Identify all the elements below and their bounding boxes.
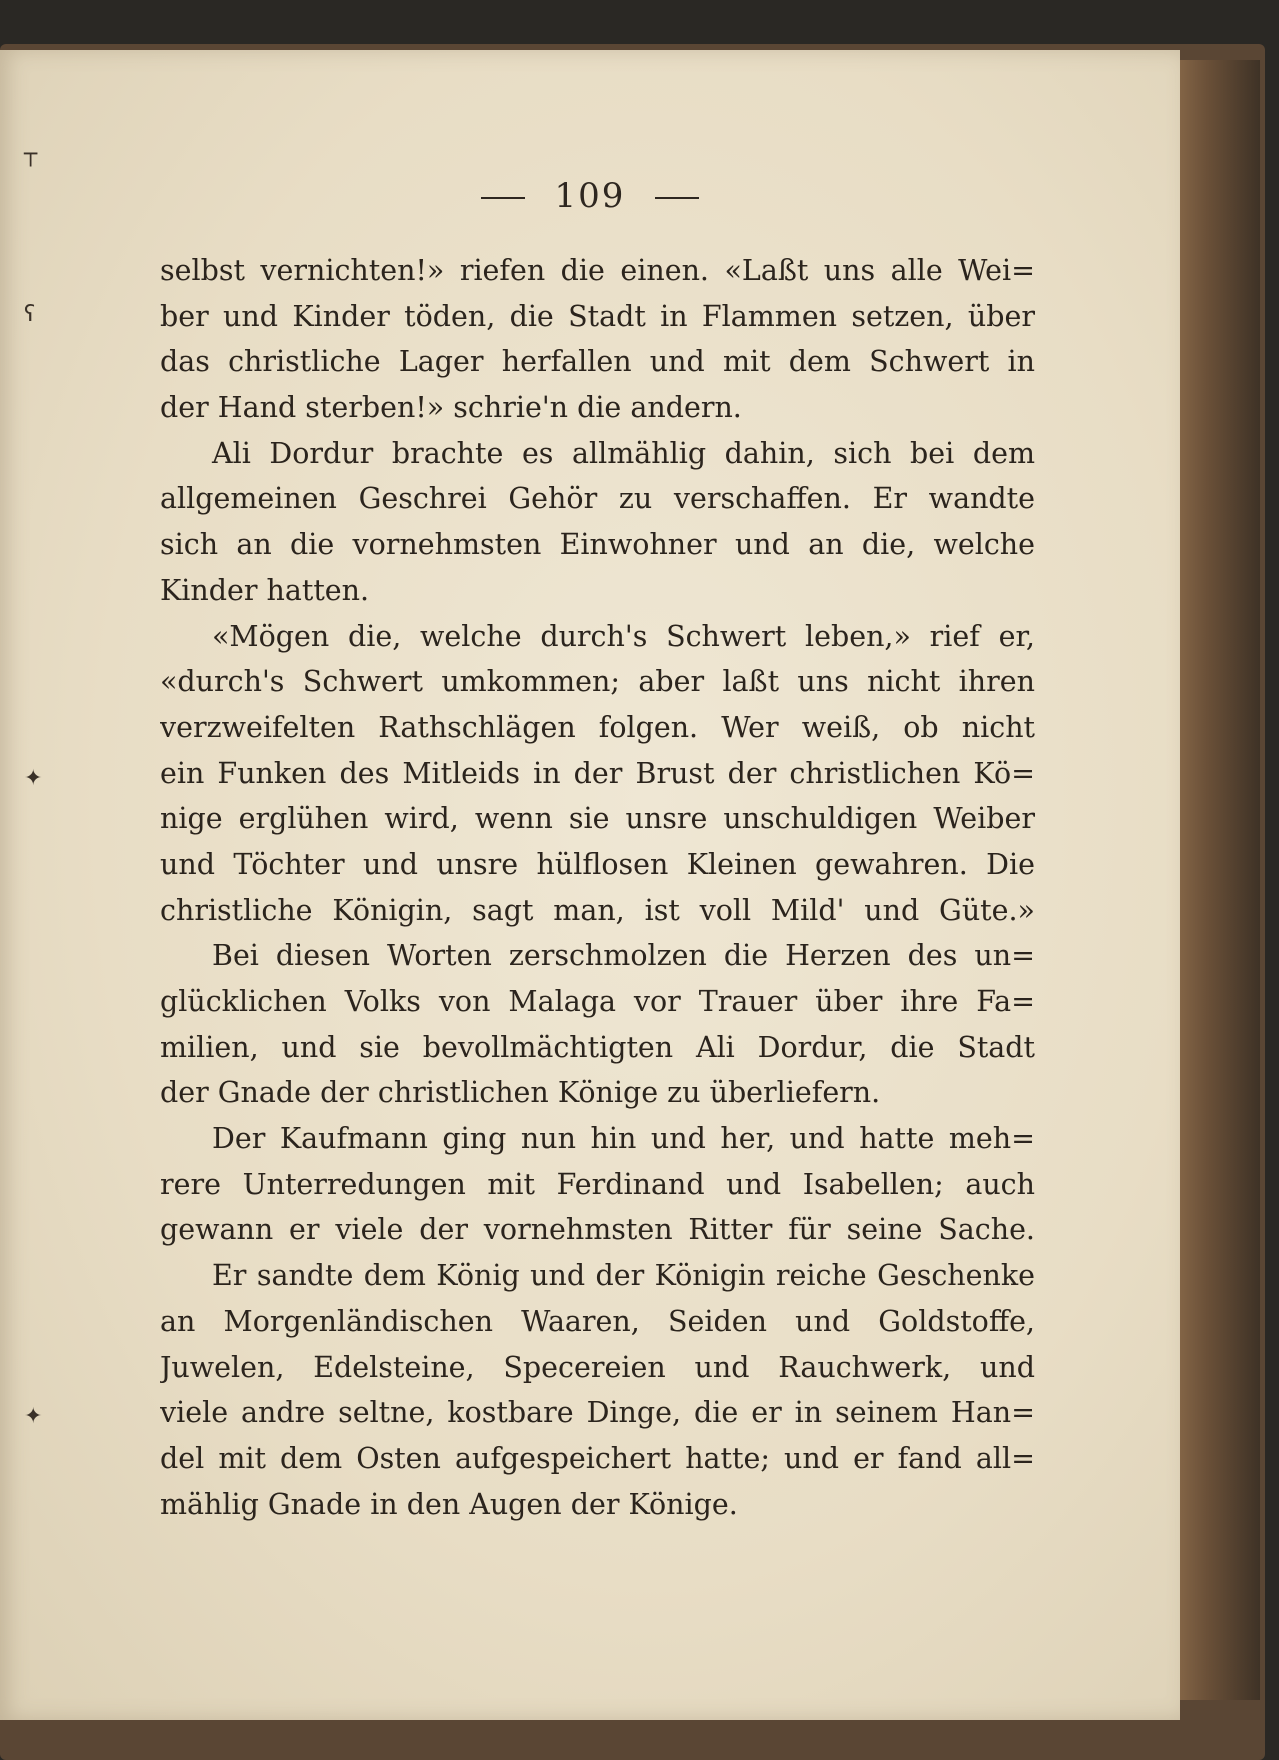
text-line: glücklichen Volks von Malaga vor Trauer über ihre Fa= bbox=[160, 985, 1035, 1018]
text-line: Er sandte dem König und der Königin reiche Geschenke bbox=[212, 1259, 1035, 1293]
text-line: milien, und sie bevollmächtigten Ali Dordur, die Stadt bbox=[160, 1030, 1035, 1064]
text-line: ein Funken des Mitleids in der Brust der christlichen Kö= bbox=[160, 756, 1035, 790]
text-line: verzweifelten Rathschlägen folgen. Wer weiß, ob nicht bbox=[160, 710, 1035, 744]
gutter-tick-mark: ✦ bbox=[24, 766, 43, 791]
text-line: sich an die vornehmsten Einwohner und an die, welche bbox=[160, 528, 1035, 562]
text-line: Der Kaufmann ging nun hin und her, und hatte meh= bbox=[212, 1122, 1035, 1156]
text-line: viele andre seltne, kostbare Dinge, die er in seinem Han= bbox=[160, 1396, 1035, 1430]
text-line: das christliche Lager herfallen und mit dem Schwert in bbox=[160, 345, 1035, 379]
text-line: der Gnade der christlichen Könige zu überliefern. bbox=[160, 1076, 881, 1110]
header-dash-left bbox=[481, 197, 525, 199]
text-line: «durch's Schwert umkommen; aber laßt uns nicht ihren bbox=[160, 665, 1035, 699]
text-line: rere Unterredungen mit Ferdinand und Isabellen; auch bbox=[160, 1167, 1035, 1201]
text-line: nige erglühen wird, wenn sie unsre unschuldigen Weiber bbox=[160, 802, 1035, 836]
text-line: mählig Gnade in den Augen der Könige. bbox=[160, 1487, 738, 1521]
text-line: Bei diesen Worten zerschmolzen die Herzen des un= bbox=[212, 939, 1035, 973]
text-line: ber und Kinder töden, die Stadt in Flammen setzen, über bbox=[160, 299, 1035, 333]
gutter-tick-mark: ✦ bbox=[24, 1404, 43, 1429]
text-line: allgemeinen Geschrei Gehör zu verschaffen. Er wandte bbox=[160, 482, 1035, 516]
text-line: Kinder hatten. bbox=[160, 573, 370, 607]
text-line: der Hand sterben!» schrie'n die andern. bbox=[160, 391, 742, 425]
page-number: 109 bbox=[554, 176, 626, 216]
cover-edge bbox=[1172, 60, 1260, 1700]
text-line: Juwelen, Edelsteine, Specereien und Rauchwerk, und bbox=[160, 1350, 1035, 1384]
text-line: del mit dem Osten aufgespeichert hatte; und er fand all= bbox=[160, 1441, 1035, 1475]
gutter-tick-mark: ʕ bbox=[24, 302, 36, 327]
header-dash-right bbox=[655, 197, 699, 199]
text-line: an Morgenländischen Waaren, Seiden und Goldstoffe, bbox=[160, 1304, 1035, 1338]
text-line: gewann er viele der vornehmsten Ritter für seine Sache. bbox=[160, 1213, 1035, 1247]
text-line: Ali Dordur brachte es allmählig dahin, sich bei dem bbox=[212, 436, 1035, 470]
page-header bbox=[0, 176, 1180, 216]
text-line: christliche Königin, sagt man, ist voll Mild' und Güte.» bbox=[160, 893, 1035, 927]
text-line: und Töchter und unsre hülflosen Kleinen gewahren. Die bbox=[160, 847, 1035, 881]
text-line: selbst vernichten!» riefen die einen. «Laßt uns alle Wei= bbox=[160, 254, 1035, 287]
text-line: «Mögen die, welche durch's Schwert leben,» rief er, bbox=[212, 619, 1035, 653]
body-text bbox=[160, 248, 1035, 1527]
gutter-tick-mark: ┬ bbox=[24, 142, 38, 167]
